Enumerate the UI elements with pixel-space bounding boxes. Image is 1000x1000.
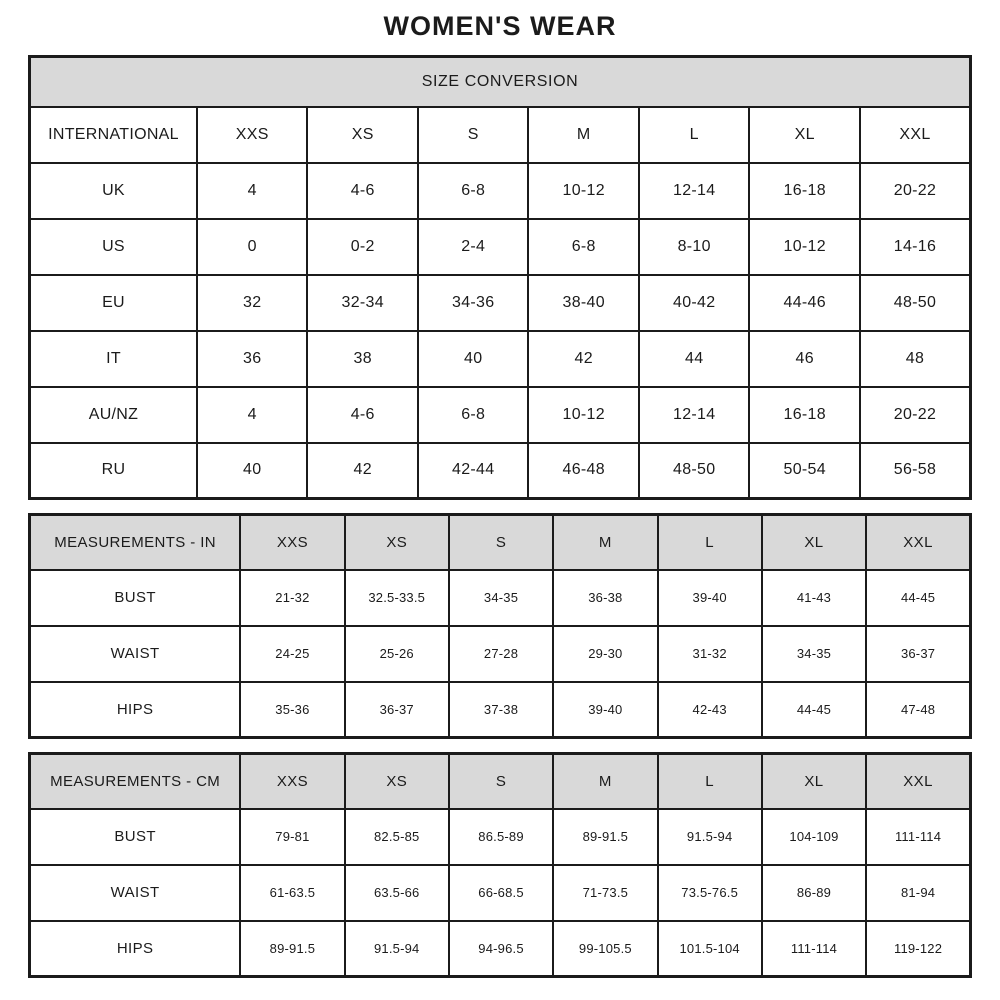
measurement-cell: 36-38: [553, 570, 657, 626]
measurements-cm-table: [28, 752, 972, 978]
column-header: L: [658, 515, 762, 570]
measurement-cell: 119-122: [866, 921, 970, 977]
size-conversion-table: [28, 55, 972, 500]
size-cell: 0: [197, 219, 308, 275]
size-cell: 38: [307, 331, 418, 387]
size-cell: M: [528, 107, 639, 163]
measurement-cell: 39-40: [553, 682, 657, 738]
measurement-cell: 44-45: [762, 682, 866, 738]
row-label-us: US: [30, 219, 197, 275]
column-header: L: [658, 754, 762, 809]
measurement-cell: 47-48: [866, 682, 970, 738]
size-cell: 6-8: [418, 163, 529, 219]
size-cell: 16-18: [749, 163, 860, 219]
measurement-cell: 99-105.5: [553, 921, 657, 977]
size-cell: 46: [749, 331, 860, 387]
measurement-cell: 25-26: [345, 626, 449, 682]
measurement-cell: 82.5-85: [345, 809, 449, 865]
table-row-international: [30, 107, 971, 163]
measurements-in-title: MEASUREMENTS - IN: [30, 515, 241, 570]
measurement-cell: 35-36: [240, 682, 344, 738]
size-cell: 48-50: [639, 443, 750, 499]
measurement-cell: 36-37: [866, 626, 970, 682]
size-cell: 4: [197, 163, 308, 219]
size-cell: 4: [197, 387, 308, 443]
row-label-bust: BUST: [30, 570, 241, 626]
measurement-cell: 42-43: [658, 682, 762, 738]
size-cell: 6-8: [528, 219, 639, 275]
measurement-cell: 89-91.5: [553, 809, 657, 865]
size-cell: 36: [197, 331, 308, 387]
measurement-cell: 66-68.5: [449, 865, 553, 921]
table-row-uk: [30, 163, 971, 219]
row-label-international: INTERNATIONAL: [30, 107, 197, 163]
measurement-cell: 37-38: [449, 682, 553, 738]
size-cell: 42: [528, 331, 639, 387]
measurements-cm-header-row: [30, 754, 971, 809]
table-row-ru: [30, 443, 971, 499]
size-cell: 4-6: [307, 163, 418, 219]
size-cell: 48: [860, 331, 971, 387]
row-label-uk: UK: [30, 163, 197, 219]
table-row-aunz: [30, 387, 971, 443]
size-cell: 56-58: [860, 443, 971, 499]
table-row-waist-in: [30, 626, 971, 682]
measurement-cell: 81-94: [866, 865, 970, 921]
table-row-hips-cm: [30, 921, 971, 977]
column-header: S: [449, 754, 553, 809]
measurement-cell: 27-28: [449, 626, 553, 682]
size-cell: 6-8: [418, 387, 529, 443]
row-label-eu: EU: [30, 275, 197, 331]
size-cell: XS: [307, 107, 418, 163]
row-label-hips: HIPS: [30, 682, 241, 738]
size-cell: 4-6: [307, 387, 418, 443]
size-cell: 10-12: [528, 163, 639, 219]
size-cell: 40: [197, 443, 308, 499]
table-row-bust-in: [30, 570, 971, 626]
table-row-eu: [30, 275, 971, 331]
size-cell: XL: [749, 107, 860, 163]
measurement-cell: 31-32: [658, 626, 762, 682]
column-header: XL: [762, 754, 866, 809]
column-header: XS: [345, 754, 449, 809]
table-row-it: [30, 331, 971, 387]
measurement-cell: 21-32: [240, 570, 344, 626]
size-conversion-title-row: [30, 57, 971, 107]
row-label-aunz: AU/NZ: [30, 387, 197, 443]
row-label-ru: RU: [30, 443, 197, 499]
column-header: M: [553, 754, 657, 809]
size-cell: 32-34: [307, 275, 418, 331]
size-cell: 20-22: [860, 163, 971, 219]
size-cell: 44-46: [749, 275, 860, 331]
column-header: XXL: [866, 515, 970, 570]
measurement-cell: 61-63.5: [240, 865, 344, 921]
measurement-cell: 34-35: [449, 570, 553, 626]
row-label-bust: BUST: [30, 809, 241, 865]
size-cell: 48-50: [860, 275, 971, 331]
measurement-cell: 86-89: [762, 865, 866, 921]
table-row-bust-cm: [30, 809, 971, 865]
size-cell: 8-10: [639, 219, 750, 275]
table-row-us: [30, 219, 971, 275]
measurement-cell: 32.5-33.5: [345, 570, 449, 626]
column-header: XL: [762, 515, 866, 570]
measurement-cell: 41-43: [762, 570, 866, 626]
size-cell: XXL: [860, 107, 971, 163]
column-header: M: [553, 515, 657, 570]
measurement-cell: 73.5-76.5: [658, 865, 762, 921]
measurement-cell: 89-91.5: [240, 921, 344, 977]
size-cell: 46-48: [528, 443, 639, 499]
row-label-hips: HIPS: [30, 921, 241, 977]
row-label-waist: WAIST: [30, 626, 241, 682]
size-conversion-title: SIZE CONVERSION: [30, 57, 971, 107]
size-cell: 12-14: [639, 387, 750, 443]
size-cell: 10-12: [528, 387, 639, 443]
row-label-waist: WAIST: [30, 865, 241, 921]
measurement-cell: 79-81: [240, 809, 344, 865]
measurement-cell: 39-40: [658, 570, 762, 626]
table-row-hips-in: [30, 682, 971, 738]
size-cell: 2-4: [418, 219, 529, 275]
measurement-cell: 86.5-89: [449, 809, 553, 865]
measurement-cell: 104-109: [762, 809, 866, 865]
size-cell: 40-42: [639, 275, 750, 331]
size-cell: 12-14: [639, 163, 750, 219]
size-cell: 20-22: [860, 387, 971, 443]
column-header: XXS: [240, 515, 344, 570]
page-title: WOMEN'S WEAR: [383, 11, 617, 41]
measurement-cell: 36-37: [345, 682, 449, 738]
table-row-waist-cm: [30, 865, 971, 921]
size-cell: 14-16: [860, 219, 971, 275]
column-header: XXL: [866, 754, 970, 809]
size-cell: 44: [639, 331, 750, 387]
measurement-cell: 111-114: [866, 809, 970, 865]
size-cell: 0-2: [307, 219, 418, 275]
size-cell: 34-36: [418, 275, 529, 331]
measurement-cell: 91.5-94: [658, 809, 762, 865]
measurement-cell: 63.5-66: [345, 865, 449, 921]
measurement-cell: 91.5-94: [345, 921, 449, 977]
size-cell: 38-40: [528, 275, 639, 331]
measurement-cell: 71-73.5: [553, 865, 657, 921]
measurements-in-header-row: [30, 515, 971, 570]
measurement-cell: 44-45: [866, 570, 970, 626]
size-cell: 40: [418, 331, 529, 387]
size-cell: 16-18: [749, 387, 860, 443]
size-cell: L: [639, 107, 750, 163]
column-header: XS: [345, 515, 449, 570]
measurement-cell: 29-30: [553, 626, 657, 682]
column-header: XXS: [240, 754, 344, 809]
measurement-cell: 111-114: [762, 921, 866, 977]
measurement-cell: 101.5-104: [658, 921, 762, 977]
size-cell: 42: [307, 443, 418, 499]
size-cell: 32: [197, 275, 308, 331]
measurement-cell: 34-35: [762, 626, 866, 682]
measurement-cell: 94-96.5: [449, 921, 553, 977]
row-label-it: IT: [30, 331, 197, 387]
size-cell: 42-44: [418, 443, 529, 499]
size-cell: XXS: [197, 107, 308, 163]
measurement-cell: 24-25: [240, 626, 344, 682]
size-cell: 10-12: [749, 219, 860, 275]
measurements-cm-title: MEASUREMENTS - CM: [30, 754, 241, 809]
size-cell: 50-54: [749, 443, 860, 499]
size-cell: S: [418, 107, 529, 163]
column-header: S: [449, 515, 553, 570]
measurements-in-table: [28, 513, 972, 739]
